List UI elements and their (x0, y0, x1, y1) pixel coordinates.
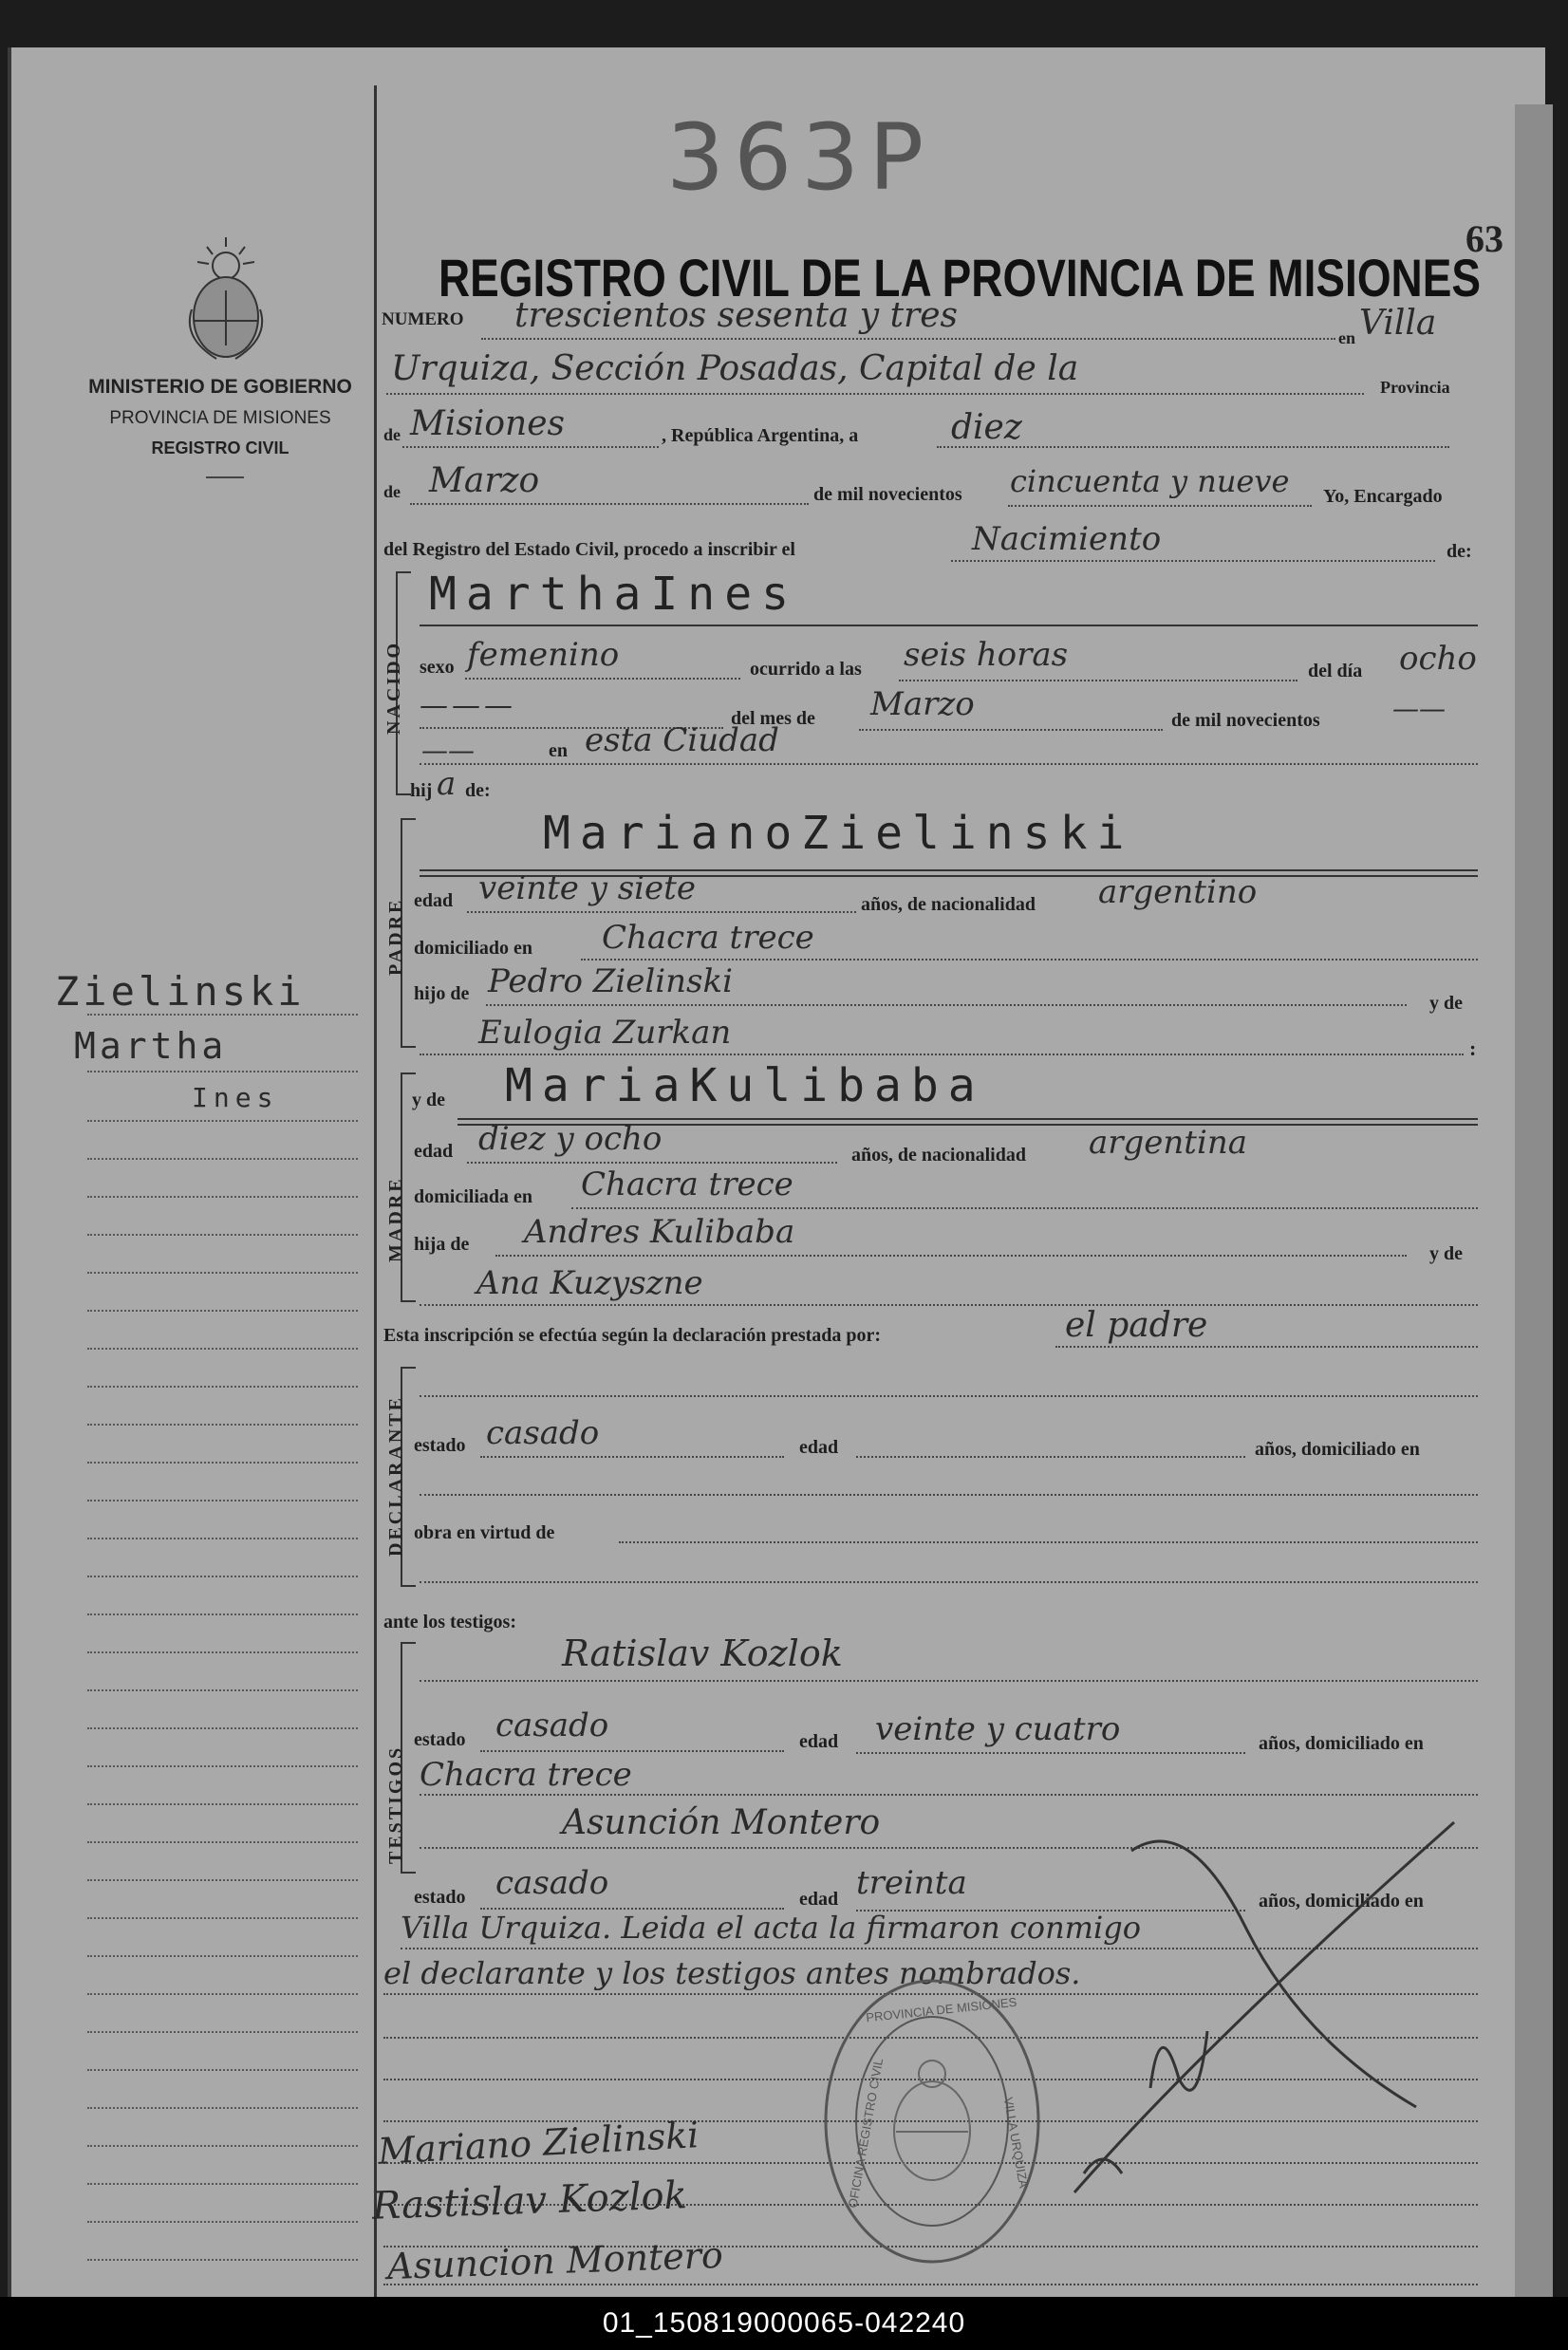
del-mes-label: del mes de (731, 708, 815, 729)
provincia-label: Provincia (1380, 378, 1450, 397)
padre-edad-value: veinte y siete (478, 869, 696, 907)
testigo-1-anios-label: años, domiciliado en (1259, 1733, 1424, 1754)
testigos-section-label: TESTIGOS (385, 1744, 406, 1864)
madre-domicilio-value: Chacra trece (581, 1166, 793, 1203)
de3-label: de: (1447, 541, 1472, 562)
declarante-estado-value: casado (486, 1414, 600, 1452)
padre-section-label: PADRE (385, 897, 406, 976)
official-signature-icon (1055, 1794, 1473, 2211)
madre-anios-label: años, de nacionalidad (851, 1145, 1026, 1166)
padre-anios-label: años, de nacionalidad (861, 894, 1036, 915)
acto-value: Nacimiento (972, 520, 1162, 558)
padre-domicilio-label: domiciliado en (414, 938, 533, 959)
mil-nacido-label: de mil novecientos (1171, 710, 1320, 731)
padre-nacionalidad-value: argentino (1098, 873, 1258, 911)
testigo-2-nombre: Asunción Montero (562, 1803, 881, 1842)
testigo-1-edad: veinte y cuatro (875, 1710, 1121, 1748)
mes-nacido-value: Marzo (870, 685, 975, 723)
image-id-footer: 01_150819000065-042240 (0, 2297, 1568, 2350)
madre-y-de-label: y de (412, 1090, 445, 1110)
anio-continuation: —— (421, 735, 475, 766)
de2-label: de (383, 482, 401, 501)
hij-de-label: de: (465, 780, 491, 801)
testigo-2-estado: casado (495, 1864, 609, 1902)
document-page (8, 47, 1545, 2297)
page-edge (1515, 104, 1553, 2344)
lugar-line-1: Villa (1359, 304, 1437, 343)
anio-nacido-value: —— (1392, 693, 1446, 724)
declarante-edad-label: edad (799, 1437, 839, 1458)
madre-padre-de-value: Andres Kulibaba (524, 1213, 795, 1251)
padre-padre-de-value: Pedro Zielinski (488, 962, 733, 1000)
ministry-name: MINISTERIO DE GOBIERNO (88, 376, 352, 398)
declarante-obra-label: obra en virtud de (414, 1522, 555, 1543)
declaracion-label: Esta inscripción se efectúa según la declaración prestada por: (383, 1325, 882, 1346)
ocurrido-label: ocurrido a las (750, 659, 862, 680)
declarante-section-label: DECLARANTE (385, 1394, 406, 1557)
hora-value: seis horas (904, 636, 1069, 674)
folio-number-handwritten: 363P (666, 104, 934, 211)
argentine-crest-icon (178, 233, 273, 364)
del-dia-label: del día (1308, 661, 1363, 681)
hij-label: hij (410, 780, 433, 801)
margin-rule (374, 85, 377, 2297)
testigo-1-nombre: Ratislav Kozlok (562, 1632, 843, 1674)
folio-number: 63 (1465, 217, 1503, 260)
margin-note-surname: Zielinski (55, 968, 306, 1015)
declaracion-value: el padre (1065, 1306, 1208, 1345)
madre-y-de-label-2: y de (1429, 1243, 1463, 1264)
seal-text-left: OFICINA REGISTRO CIVIL (845, 2057, 887, 2210)
mil-label: de mil novecientos (813, 484, 962, 505)
padre-y-de-label: y de (1429, 993, 1463, 1014)
madre-nombre: MariaKulibaba (505, 1059, 985, 1112)
dia-nacido-value: ocho (1399, 640, 1477, 678)
margin-note-given-2: Ines (192, 1082, 279, 1113)
seal-text-right: VILLA URQUIZA (1000, 2096, 1032, 2190)
declarante-anios-label: años, domiciliado en (1255, 1439, 1420, 1460)
madre-edad-value: diez y ocho (478, 1120, 663, 1158)
padre-colon: : (1469, 1036, 1477, 1060)
numero-label: NUMERO (382, 309, 464, 329)
testigo-1-estado: casado (495, 1707, 609, 1744)
nacido-section-label: NACIDO (383, 640, 404, 735)
padre-hijo-label: hijo de (414, 983, 470, 1004)
de-label: de (383, 425, 401, 444)
signature-testigo-2: Asuncion Montero (386, 2233, 724, 2288)
acta-cierre: el declarante y los testigos antes nombrados. (383, 1955, 1081, 1991)
padre-domicilio-value: Chacra trece (602, 919, 814, 957)
madre-domicilio-label: domiciliada en (414, 1186, 533, 1207)
ministry-province: PROVINCIA DE MISIONES (109, 408, 331, 428)
lugar-line-2: Urquiza, Sección Posadas, Capital de la (391, 349, 1079, 388)
dia-value: diez (951, 408, 1022, 447)
testigo-1-estado-label: estado (414, 1729, 466, 1750)
sexo-label: sexo (420, 657, 455, 678)
testigo-1-domicilio: Chacra trece (420, 1756, 632, 1794)
signature-padre: Mariano Zielinski (377, 2114, 700, 2173)
signature-testigo-1: Rastislav Kozlok (371, 2173, 688, 2229)
testigo-2-domicilio: Villa Urquiza. Leida el acta la firmaron conmigo (401, 1910, 1141, 1946)
provincia-value: Misiones (410, 404, 566, 443)
yo-label: Yo, Encargado (1323, 486, 1443, 507)
testigo-1-edad-label: edad (799, 1731, 839, 1752)
testigos-label: ante los testigos: (383, 1612, 516, 1632)
padre-madre-de-value: Eulogia Zurkan (478, 1014, 732, 1052)
registro-label: del Registro del Estado Civil, procedo a inscribir el (383, 539, 795, 560)
ministry-divider (206, 476, 244, 478)
madre-madre-de-value: Ana Kuzyszne (476, 1264, 703, 1302)
testigo-2-anios-label: años, domiciliado en (1259, 1891, 1424, 1912)
seal-text (828, 1974, 1036, 2249)
document-title: REGISTRO CIVIL DE LA PROVINCIA DE MISIONES (439, 248, 1481, 308)
padre-nombre: MarianoZielinski (543, 807, 1134, 860)
madre-nacionalidad-value: argentina (1089, 1124, 1248, 1162)
madre-edad-label: edad (414, 1141, 454, 1162)
republica-label: , República Argentina, a (662, 425, 859, 446)
mes-value: Marzo (429, 461, 540, 500)
testigo-2-edad: treinta (856, 1864, 967, 1902)
numero-value: trescientos sesenta y tres (514, 296, 959, 335)
padre-edad-label: edad (414, 890, 454, 911)
anio-value: cincuenta y nueve (1010, 463, 1290, 499)
madre-section-label: MADRE (385, 1176, 406, 1262)
en-nacido-label: en (549, 740, 568, 761)
testigo-2-estado-label: estado (414, 1887, 466, 1908)
en-label: en (1338, 328, 1355, 347)
madre-hija-label: hija de (414, 1234, 470, 1255)
lugar-nacido-value: esta Ciudad (585, 721, 779, 759)
testigo-2-edad-label: edad (799, 1889, 839, 1910)
sexo-value: femenino (467, 636, 620, 674)
ministry-office: REGISTRO CIVIL (151, 438, 289, 457)
declarante-estado-label: estado (414, 1435, 466, 1456)
dia-continuation: ——— (420, 689, 516, 722)
nacido-nombre: MarthaInes (429, 568, 798, 621)
seal-text-top: PROVINCIA DE MISIONES (865, 1994, 1018, 2025)
margin-note-given-1: Martha (74, 1025, 228, 1067)
hij-suffix: a (437, 765, 457, 803)
